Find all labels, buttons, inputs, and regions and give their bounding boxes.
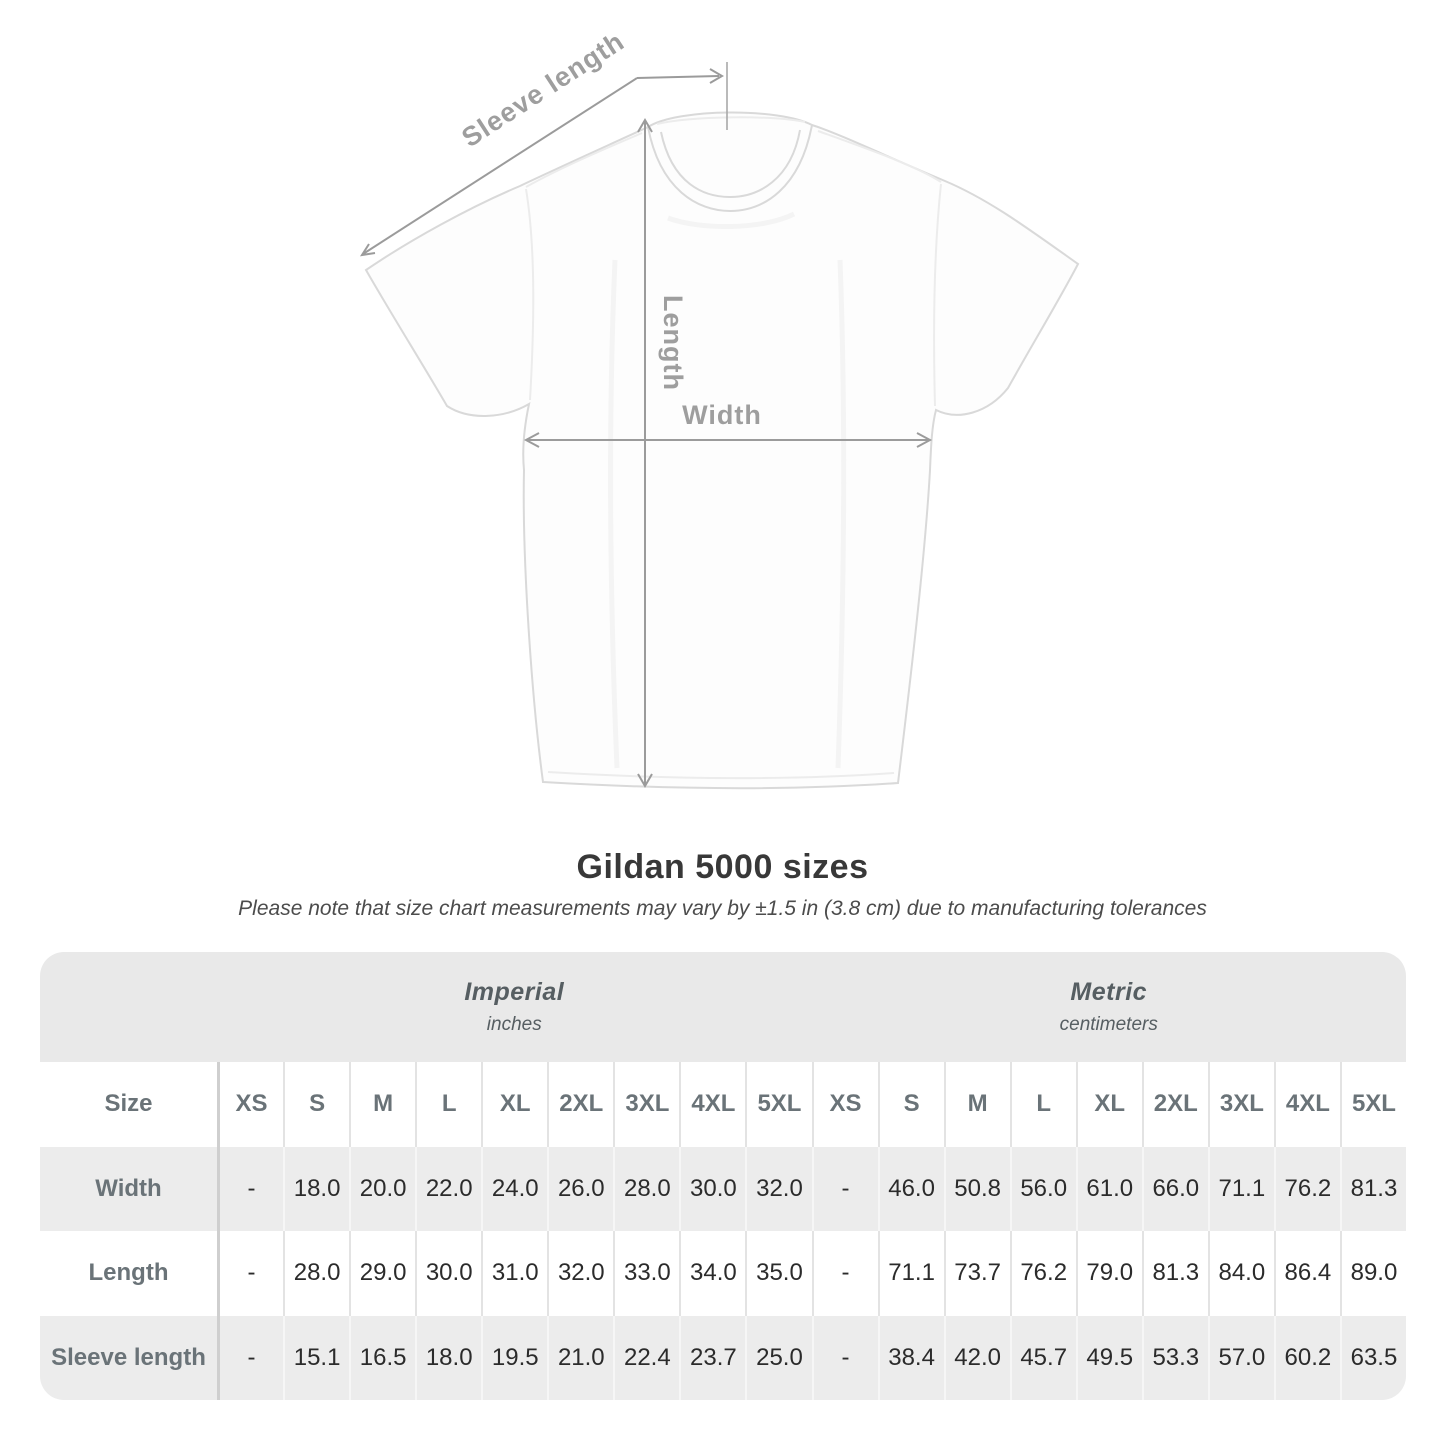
page-title: Gildan 5000 sizes [576,848,869,886]
value-cell: - [217,1147,283,1232]
value-cell: 73.7 [944,1231,1010,1316]
units-band-spacer [40,952,217,1062]
value-cell: 42.0 [944,1316,1010,1401]
value-cell: 76.2 [1274,1147,1340,1232]
value-cell: 25.0 [745,1316,811,1401]
value-cell: 30.0 [679,1147,745,1232]
sleeve-length-label: Sleeve length [456,25,630,153]
value-cell: 60.2 [1274,1316,1340,1401]
metric-heading: Metric [1070,978,1148,1006]
value-cell: 32.0 [547,1231,613,1316]
value-cell: 61.0 [1076,1147,1142,1232]
value-cell: 49.5 [1076,1316,1142,1401]
value-cell: 53.3 [1142,1316,1208,1401]
units-header-band [40,952,1406,1062]
column-header-metric-xs: XS [812,1062,878,1147]
column-header-metric-s: S [878,1062,944,1147]
value-cell: 18.0 [415,1316,481,1401]
value-cell: 57.0 [1208,1316,1274,1401]
sleeve-length-extension-line [637,76,719,78]
tolerance-note: Please note that size chart measurements may vary by ±1.5 in (3.8 cm) due to manufacturing tolerances [238,897,1207,920]
value-cell: 24.0 [481,1147,547,1232]
size-grid [40,1062,1406,1400]
column-header-imperial-xl: XL [481,1062,547,1147]
column-header-metric-m: M [944,1062,1010,1147]
title-block [0,848,1445,921]
column-header-imperial-5xl: 5XL [745,1062,811,1147]
value-cell: 35.0 [745,1231,811,1316]
row-label-width: Width [40,1147,217,1232]
value-cell: 23.7 [679,1316,745,1401]
value-cell: - [217,1231,283,1316]
column-header-imperial-m: M [349,1062,415,1147]
unit-group-imperial [217,952,812,1062]
value-cell: 29.0 [349,1231,415,1316]
imperial-heading: Imperial [464,978,565,1006]
value-cell: 50.8 [944,1147,1010,1232]
column-header-imperial-xs: XS [217,1062,283,1147]
value-cell: - [812,1316,878,1401]
value-cell: 22.4 [613,1316,679,1401]
value-cell: 28.0 [613,1147,679,1232]
value-cell: 56.0 [1010,1147,1076,1232]
column-header-imperial-3xl: 3XL [613,1062,679,1147]
row-label-length: Length [40,1231,217,1316]
value-cell: 84.0 [1208,1231,1274,1316]
value-cell: 32.0 [745,1147,811,1232]
value-cell: 46.0 [878,1147,944,1232]
value-cell: 28.0 [283,1231,349,1316]
value-cell: 81.3 [1340,1147,1406,1232]
value-cell: 45.7 [1010,1316,1076,1401]
column-header-metric-5xl: 5XL [1340,1062,1406,1147]
unit-group-metric [812,952,1407,1062]
length-label: Length [658,295,688,391]
value-cell: 71.1 [1208,1147,1274,1232]
value-cell: 34.0 [679,1231,745,1316]
value-cell: 20.0 [349,1147,415,1232]
value-cell: - [812,1231,878,1316]
column-header-metric-l: L [1010,1062,1076,1147]
value-cell: 89.0 [1340,1231,1406,1316]
value-cell: 33.0 [613,1231,679,1316]
row-label-sleeve-length: Sleeve length [40,1316,217,1401]
size-table [40,952,1406,1400]
value-cell: 81.3 [1142,1231,1208,1316]
column-header-metric-2xl: 2XL [1142,1062,1208,1147]
value-cell: 18.0 [283,1147,349,1232]
column-header-imperial-4xl: 4XL [679,1062,745,1147]
value-cell: 86.4 [1274,1231,1340,1316]
value-cell: 38.4 [878,1316,944,1401]
tshirt-graphic [366,112,1078,788]
value-cell: 71.1 [878,1231,944,1316]
value-cell: 76.2 [1010,1231,1076,1316]
value-cell: 19.5 [481,1316,547,1401]
value-cell: 22.0 [415,1147,481,1232]
width-label: Width [682,400,762,430]
size-column-header: Size [40,1062,217,1147]
value-cell: - [812,1147,878,1232]
value-cell: 15.1 [283,1316,349,1401]
value-cell: - [217,1316,283,1401]
metric-unit: centimeters [1059,1014,1158,1035]
column-header-imperial-2xl: 2XL [547,1062,613,1147]
column-header-metric-4xl: 4XL [1274,1062,1340,1147]
value-cell: 63.5 [1340,1316,1406,1401]
value-cell: 26.0 [547,1147,613,1232]
value-cell: 79.0 [1076,1231,1142,1316]
value-cell: 16.5 [349,1316,415,1401]
column-header-imperial-l: L [415,1062,481,1147]
imperial-unit: inches [486,1014,542,1035]
value-cell: 21.0 [547,1316,613,1401]
column-header-metric-xl: XL [1076,1062,1142,1147]
column-header-imperial-s: S [283,1062,349,1147]
value-cell: 31.0 [481,1231,547,1316]
value-cell: 66.0 [1142,1147,1208,1232]
value-cell: 30.0 [415,1231,481,1316]
column-header-metric-3xl: 3XL [1208,1062,1274,1147]
